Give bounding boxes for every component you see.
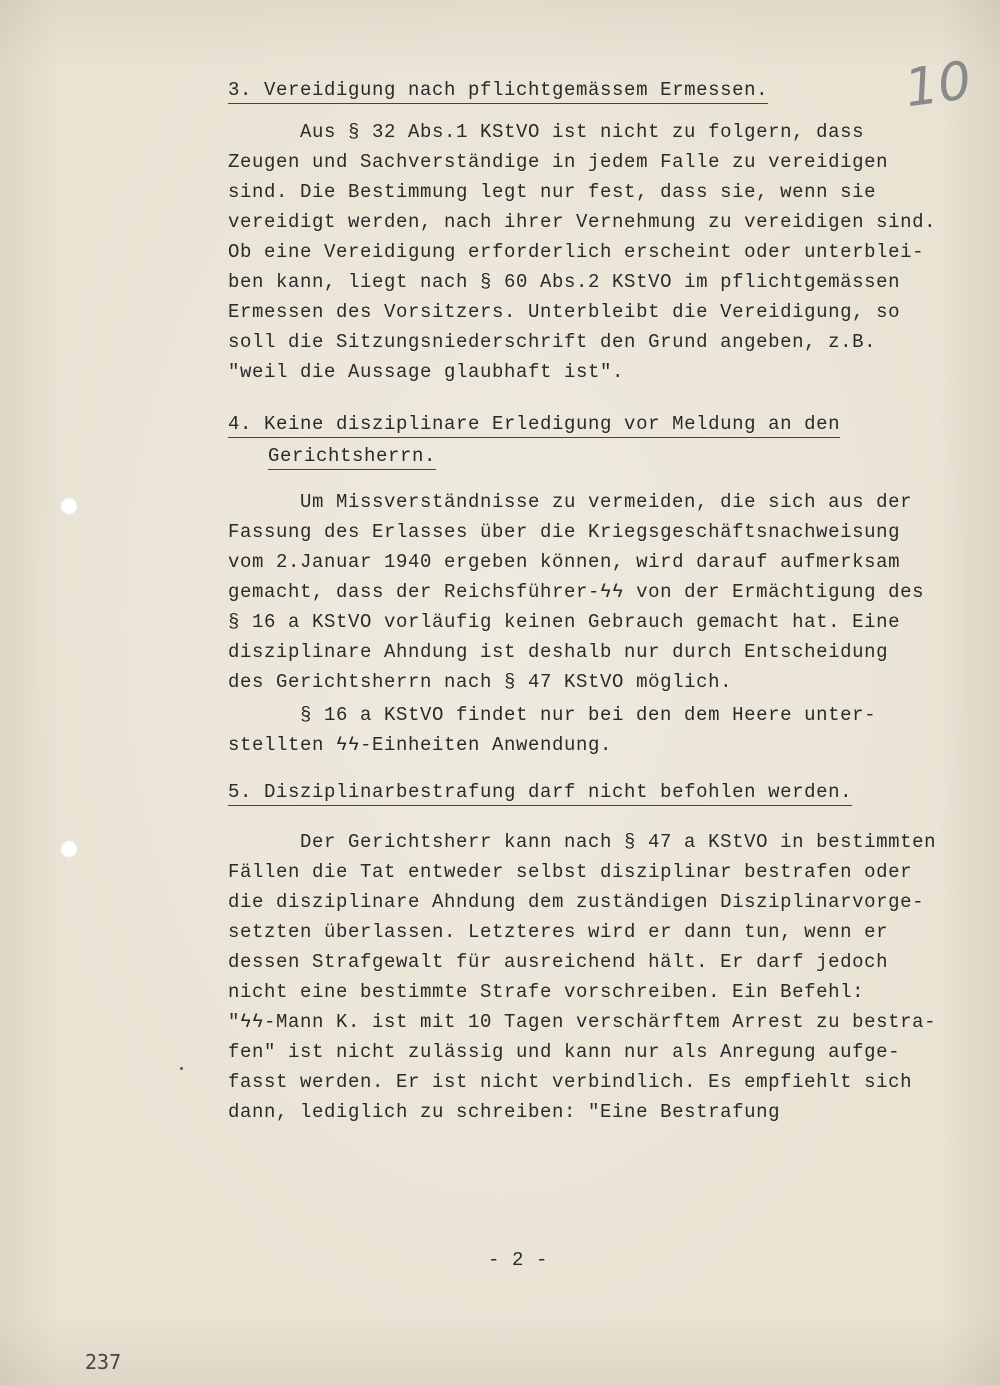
- section-heading: Gerichtsherrn.: [268, 444, 436, 470]
- body-line: Ermessen des Vorsitzers. Unterbleibt die Vereidigung, so: [228, 301, 901, 323]
- body-line: § 16 a KStVO findet nur bei den dem Heere unter-: [300, 704, 877, 726]
- ink-speck: [180, 1067, 183, 1070]
- body-line: sind. Die Bestimmung legt nur fest, dass sie, wenn sie: [228, 181, 877, 203]
- body-line: dann, lediglich zu schreiben: "Eine Bestrafung: [228, 1101, 781, 1123]
- page-number: - 2 -: [488, 1249, 549, 1271]
- body-line: "ϟϟ-Mann K. ist mit 10 Tagen verschärftem Arrest zu bestra-: [228, 1011, 937, 1033]
- body-line: "weil die Aussage glaubhaft ist".: [228, 361, 625, 383]
- body-line: soll die Sitzungsniederschrift den Grund angeben, z.B.: [228, 331, 877, 353]
- folio-number: 10: [901, 50, 976, 120]
- body-line: Ob eine Vereidigung erforderlich erscheint oder unterblei-: [228, 241, 925, 263]
- section-heading: 4. Keine disziplinare Erledigung vor Meldung an den: [228, 412, 840, 438]
- body-line: Der Gerichtsherr kann nach § 47 a KStVO in bestimmten: [300, 831, 937, 853]
- section-heading: 5. Disziplinarbestrafung darf nicht befohlen werden.: [228, 780, 852, 806]
- body-line: nicht eine bestimmte Strafe vorschreiben. Ein Befehl:: [228, 981, 865, 1003]
- body-line: Fassung des Erlasses über die Kriegsgeschäftsnachweisung: [228, 521, 901, 543]
- body-line: disziplinare Ahndung ist deshalb nur durch Entscheidung: [228, 641, 889, 663]
- punch-hole: [60, 840, 78, 858]
- body-line: Aus § 32 Abs.1 KStVO ist nicht zu folgern, dass: [300, 121, 865, 143]
- body-line: Um Missverständnisse zu vermeiden, die sich aus der: [300, 491, 913, 513]
- body-line: dessen Strafgewalt für ausreichend hält. Er darf jedoch: [228, 951, 889, 973]
- body-line: Fällen die Tat entweder selbst disziplinar bestrafen oder: [228, 861, 913, 883]
- body-line: gemacht, dass der Reichsführer-ϟϟ von der Ermächtigung des: [228, 581, 925, 603]
- body-line: des Gerichtsherrn nach § 47 KStVO möglich.: [228, 671, 733, 693]
- body-line: setzten überlassen. Letzteres wird er dann tun, wenn er: [228, 921, 889, 943]
- section-heading: 3. Vereidigung nach pflichtgemässem Ermessen.: [228, 78, 768, 104]
- body-line: vom 2.Januar 1940 ergeben können, wird darauf aufmerksam: [228, 551, 901, 573]
- body-line: Zeugen und Sachverständige in jedem Falle zu vereidigen: [228, 151, 889, 173]
- archive-number: 237: [85, 1350, 122, 1374]
- punch-hole: [60, 497, 78, 515]
- body-line: stellten ϟϟ-Einheiten Anwendung.: [228, 734, 613, 756]
- body-line: § 16 a KStVO vorläufig keinen Gebrauch gemacht hat. Eine: [228, 611, 901, 633]
- body-line: fasst werden. Er ist nicht verbindlich. Es empfiehlt sich: [228, 1071, 913, 1093]
- body-line: die disziplinare Ahndung dem zuständigen Disziplinarvorge-: [228, 891, 925, 913]
- body-line: ben kann, liegt nach § 60 Abs.2 KStVO im pflichtgemässen: [228, 271, 901, 293]
- body-line: fen" ist nicht zulässig und kann nur als Anregung aufge-: [228, 1041, 901, 1063]
- body-line: vereidigt werden, nach ihrer Vernehmung zu vereidigen sind.: [228, 211, 937, 233]
